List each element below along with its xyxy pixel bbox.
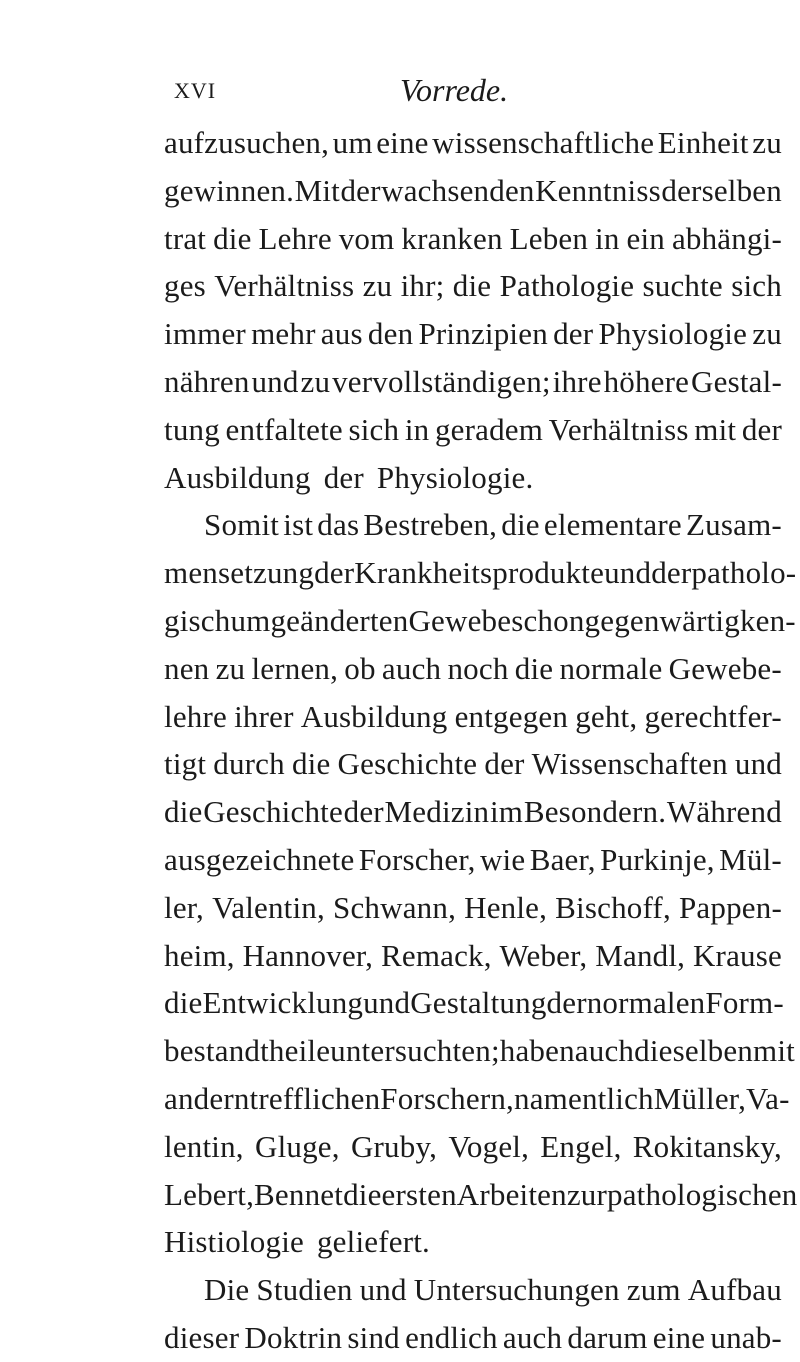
text-line: aufzusuchen, um eine wissenschaftliche Einheit zu	[164, 125, 782, 160]
text-line: heim, Hannover, Remack, Weber, Mandl, Krause	[164, 937, 782, 973]
text-line: gisch umgeänderten Gewebe schon gegenwärtig ken-	[164, 602, 796, 638]
text-line: ler, Valentin, Schwann, Henle, Bischoff, Pappen-	[164, 889, 782, 925]
text-line: ges Verhältniss zu ihr; die Pathologie suchte sich	[164, 268, 782, 304]
text-line: gewinnen. Mit der wachsenden Kenntniss derselben	[164, 172, 782, 208]
text-line: nähren und zu vervollständigen; ihre höhere Gestal-	[164, 363, 782, 399]
text-line: dieser Doktrin sind endlich auch darum eine unab-	[164, 1319, 782, 1355]
text-line: tigt durch die Geschichte der Wissenschaften und	[164, 746, 782, 782]
text-line: bestandtheile untersuchten; haben auch dieselben mit	[164, 1033, 795, 1069]
text-line: ausgezeichnete Forscher, wie Baer, Purkinje, Mül-	[164, 841, 782, 877]
text-line: nen zu lernen, ob auch noch die normale Gewebe-	[164, 650, 782, 686]
text-line: Ausbildung der Physiologie.	[164, 459, 534, 495]
text-body	[164, 119, 798, 1362]
running-title: Vorrede.	[400, 72, 509, 108]
text-line: Histiologie geliefert.	[164, 1224, 430, 1260]
text-line: Somit ist das Bestreben, die elementare Zusam-	[204, 507, 782, 543]
text-line: immer mehr aus den Prinzipien der Physiologie zu	[164, 316, 782, 352]
text-line: Die Studien und Untersuchungen zum Aufbau	[204, 1272, 782, 1308]
page-header	[0, 72, 800, 112]
text-line: mensetzung der Krankheitsprodukte und der patholo-	[164, 555, 797, 591]
text-line: die Geschichte der Medizin im Besondern. Während	[164, 794, 782, 830]
text-line: tung entfaltete sich in geradem Verhältniss mit der	[164, 411, 782, 447]
page-number: XVI	[174, 78, 217, 103]
text-line: andern trefflichen Forschern, namentlich Müller, Va-	[164, 1080, 790, 1116]
text-line: lentin, Gluge, Gruby, Vogel, Engel, Rokitansky,	[164, 1128, 782, 1164]
text-line: lehre ihrer Ausbildung entgegen geht, gerechtfer-	[164, 698, 782, 734]
text-line: trat die Lehre vom kranken Leben in ein abhängi-	[164, 220, 782, 256]
text-line: Lebert, Bennet die ersten Arbeiten zur pathologischen	[164, 1176, 798, 1212]
text-line: die Entwicklung und Gestaltung der normalen Form-	[164, 985, 784, 1021]
